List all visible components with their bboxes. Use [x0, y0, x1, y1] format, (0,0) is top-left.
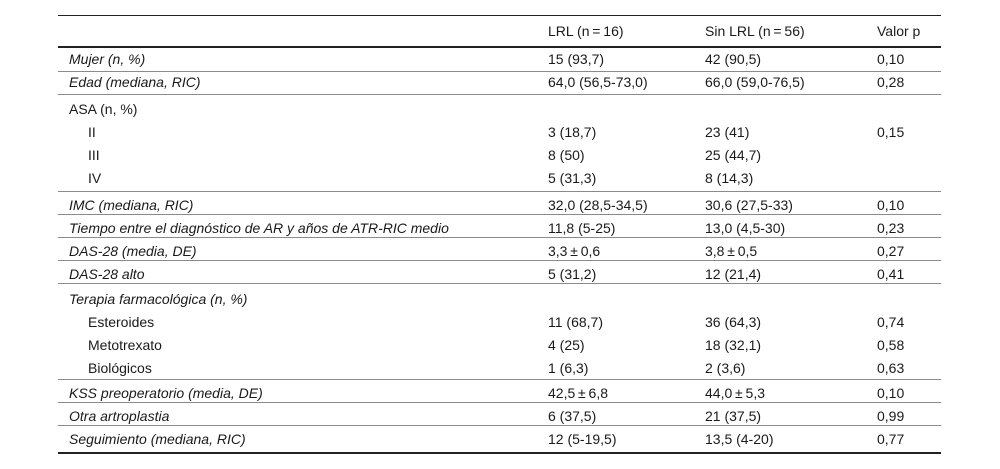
row-label: Seguimiento (mediana, RIC)	[69, 431, 246, 447]
cell-sin-lrl: 44,0 ± 5,3	[705, 385, 765, 401]
cell-lrl: 3,3 ± 0,6	[548, 243, 601, 259]
cell-valor-p: 0,10	[877, 385, 905, 401]
row-separator	[58, 191, 941, 192]
cell-lrl: 8 (50)	[548, 147, 585, 163]
cell-lrl: 4 (25)	[548, 337, 585, 353]
cell-sin-lrl: 36 (64,3)	[705, 314, 762, 330]
cell-lrl: 12 (5-19,5)	[548, 431, 617, 447]
cell-sin-lrl: 42 (90,5)	[705, 51, 762, 67]
table-row	[58, 334, 941, 357]
cell-sin-lrl: 3,8 ± 0,5	[705, 243, 758, 259]
cell-lrl: 5 (31,3)	[548, 170, 597, 186]
row-label: Terapia farmacológica (n, %)	[69, 291, 248, 307]
cell-lrl: 11,8 (5-25)	[548, 220, 616, 236]
cell-sin-lrl: 8 (14,3)	[705, 170, 754, 186]
cell-lrl: 64,0 (56,5-73,0)	[548, 74, 648, 90]
cell-sin-lrl: 25 (44,7)	[705, 147, 762, 163]
table-row	[58, 167, 941, 190]
table-row	[58, 121, 941, 144]
table-row	[58, 382, 941, 405]
cell-valor-p: 0,58	[877, 337, 905, 353]
table-row	[58, 194, 941, 217]
table-row	[58, 98, 941, 121]
row-label: IV	[88, 170, 102, 186]
cell-valor-p: 0,27	[877, 243, 905, 259]
cell-valor-p: 0,10	[877, 197, 905, 213]
table-bottom-rule	[58, 452, 941, 454]
header-valor-p: Valor p	[877, 23, 921, 39]
table-row	[58, 357, 941, 380]
row-label: III	[88, 147, 100, 163]
cell-valor-p: 0,28	[877, 74, 905, 90]
cell-lrl: 15 (93,7)	[548, 51, 605, 67]
cell-lrl: 11 (68,7)	[548, 314, 603, 330]
cell-valor-p: 0,23	[877, 220, 905, 236]
row-label: Edad (mediana, RIC)	[69, 74, 201, 90]
row-label: Biológicos	[88, 360, 152, 376]
table-row	[58, 288, 941, 311]
row-label: II	[88, 124, 96, 140]
cell-valor-p: 0,10	[877, 51, 905, 67]
cell-valor-p: 0,63	[877, 360, 905, 376]
header-sin-lrl: Sin LRL (n = 56)	[705, 23, 805, 39]
cell-valor-p: 0,77	[877, 431, 905, 447]
cell-sin-lrl: 13,0 (4,5-30)	[705, 220, 786, 236]
row-label: Metotrexato	[88, 337, 162, 353]
cell-valor-p: 0,41	[877, 266, 905, 282]
cell-sin-lrl: 2 (3,6)	[705, 360, 746, 376]
row-label: Otra artroplastia	[69, 408, 170, 424]
cell-sin-lrl: 12 (21,4)	[705, 266, 762, 282]
row-separator	[58, 94, 941, 95]
cell-valor-p: 0,99	[877, 408, 905, 424]
cell-sin-lrl: 13,5 (4-20)	[705, 431, 774, 447]
table-row	[58, 240, 941, 263]
table-row	[58, 48, 941, 71]
table-row	[58, 71, 941, 94]
table-row	[58, 217, 941, 240]
cell-lrl: 3 (18,7)	[548, 124, 597, 140]
table-row	[58, 405, 941, 428]
cell-lrl: 1 (6,3)	[548, 360, 589, 376]
table-row	[58, 144, 941, 167]
cell-sin-lrl: 30,6 (27,5-33)	[705, 197, 793, 213]
cell-sin-lrl: 23 (41)	[705, 124, 750, 140]
table-top-rule	[58, 15, 941, 16]
row-label: IMC (mediana, RIC)	[69, 197, 194, 213]
row-label: ASA (n, %)	[69, 101, 138, 117]
cell-lrl: 42,5 ± 6,8	[548, 385, 608, 401]
row-label: DAS-28 alto	[69, 266, 145, 282]
cell-lrl: 32,0 (28,5-34,5)	[548, 197, 648, 213]
row-label: DAS-28 (media, DE)	[69, 243, 197, 259]
row-label: Mujer (n, %)	[69, 51, 146, 67]
cell-lrl: 5 (31,2)	[548, 266, 597, 282]
cell-lrl: 6 (37,5)	[548, 408, 597, 424]
cell-sin-lrl: 21 (37,5)	[705, 408, 762, 424]
cell-valor-p: 0,74	[877, 314, 905, 330]
header-lrl: LRL (n = 16)	[548, 23, 624, 39]
cell-sin-lrl: 18 (32,1)	[705, 337, 762, 353]
table-row	[58, 263, 941, 286]
cell-sin-lrl: 66,0 (59,0-76,5)	[705, 74, 805, 90]
table-row	[58, 428, 941, 451]
cell-valor-p: 0,15	[877, 124, 905, 140]
table-row	[58, 311, 941, 334]
row-label: Tiempo entre el diagnóstico de AR y años de ATR-RIC medio	[69, 220, 449, 236]
row-label: KSS preoperatorio (media, DE)	[69, 385, 263, 401]
row-label: Esteroides	[88, 314, 155, 330]
